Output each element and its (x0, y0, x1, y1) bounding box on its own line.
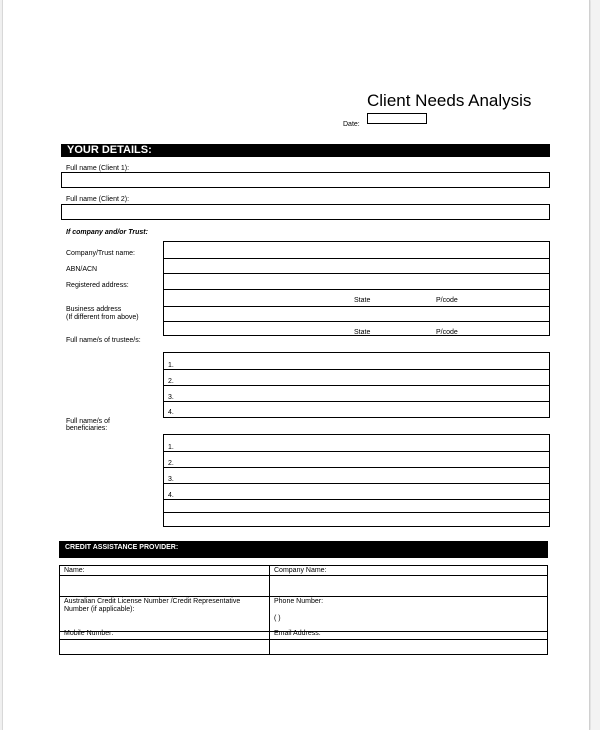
scrollbar[interactable] (591, 0, 600, 730)
state-label-2: State (354, 329, 371, 336)
your-details-heading: YOUR DETAILS: (61, 144, 550, 157)
business-address-label: Business address (66, 306, 122, 313)
abn-field[interactable] (163, 257, 550, 272)
company-trust-heading: If company and/or Trust: (66, 229, 148, 236)
email-label: Email Address: (274, 630, 321, 637)
client2-label: Full name (Client 2): (66, 196, 130, 203)
mobile-label: Mobile Number: (64, 630, 114, 637)
date-label: Date: (343, 121, 360, 128)
mobile-field[interactable] (60, 639, 268, 654)
business-address-note: (If different from above) (66, 314, 139, 321)
beneficiary-number-1: 1. (168, 444, 174, 451)
abn-label: ABN/ACN (66, 266, 98, 273)
date-field[interactable] (367, 113, 427, 124)
registered-address-label: Registered address: (66, 282, 129, 289)
beneficiary-number-3: 3. (168, 476, 174, 483)
company-name-label: Company/Trust name: (66, 250, 135, 257)
beneficiaries-table (163, 434, 550, 527)
trustees-label: Full name/s of trustee/s: (66, 337, 141, 344)
credit-provider-heading: CREDIT ASSISTANCE PROVIDER: (59, 541, 548, 558)
state-label: State (354, 297, 371, 304)
phone-field[interactable] (269, 606, 547, 630)
email-field[interactable] (269, 639, 547, 654)
licence-label-2: Number (if applicable): (64, 606, 135, 613)
document-page (2, 0, 590, 730)
trustee-number-2: 2. (168, 378, 174, 385)
trustee-number-3: 3. (168, 394, 174, 401)
beneficiary-number-2: 2. (168, 460, 174, 467)
beneficiary-number-4: 4. (168, 492, 174, 499)
company-name-field[interactable] (163, 241, 550, 257)
client1-field[interactable] (61, 172, 550, 188)
pcode-label-2: P/code (436, 329, 458, 336)
pcode-label: P/code (436, 297, 458, 304)
phone-label: Phone Number: (274, 598, 324, 605)
trustees-table (163, 352, 550, 418)
provider-name-field[interactable] (60, 575, 268, 595)
client2-field[interactable] (61, 204, 550, 220)
client1-label: Full name (Client 1): (66, 165, 130, 172)
licence-label: Australian Credit License Number /Credit Representative (64, 598, 241, 605)
provider-name-label: Name: (64, 567, 85, 574)
beneficiaries-label-2: beneficiaries: (66, 425, 108, 432)
form-title: Client Needs Analysis (367, 91, 532, 110)
phone-area-code: ( ) (274, 615, 281, 622)
provider-company-field[interactable] (269, 575, 547, 595)
trustee-number-1: 1. (168, 362, 174, 369)
trustee-number-4: 4. (168, 409, 174, 416)
company-name-label-provider: Company Name: (274, 567, 327, 574)
beneficiaries-label: Full name/s of (66, 418, 110, 425)
